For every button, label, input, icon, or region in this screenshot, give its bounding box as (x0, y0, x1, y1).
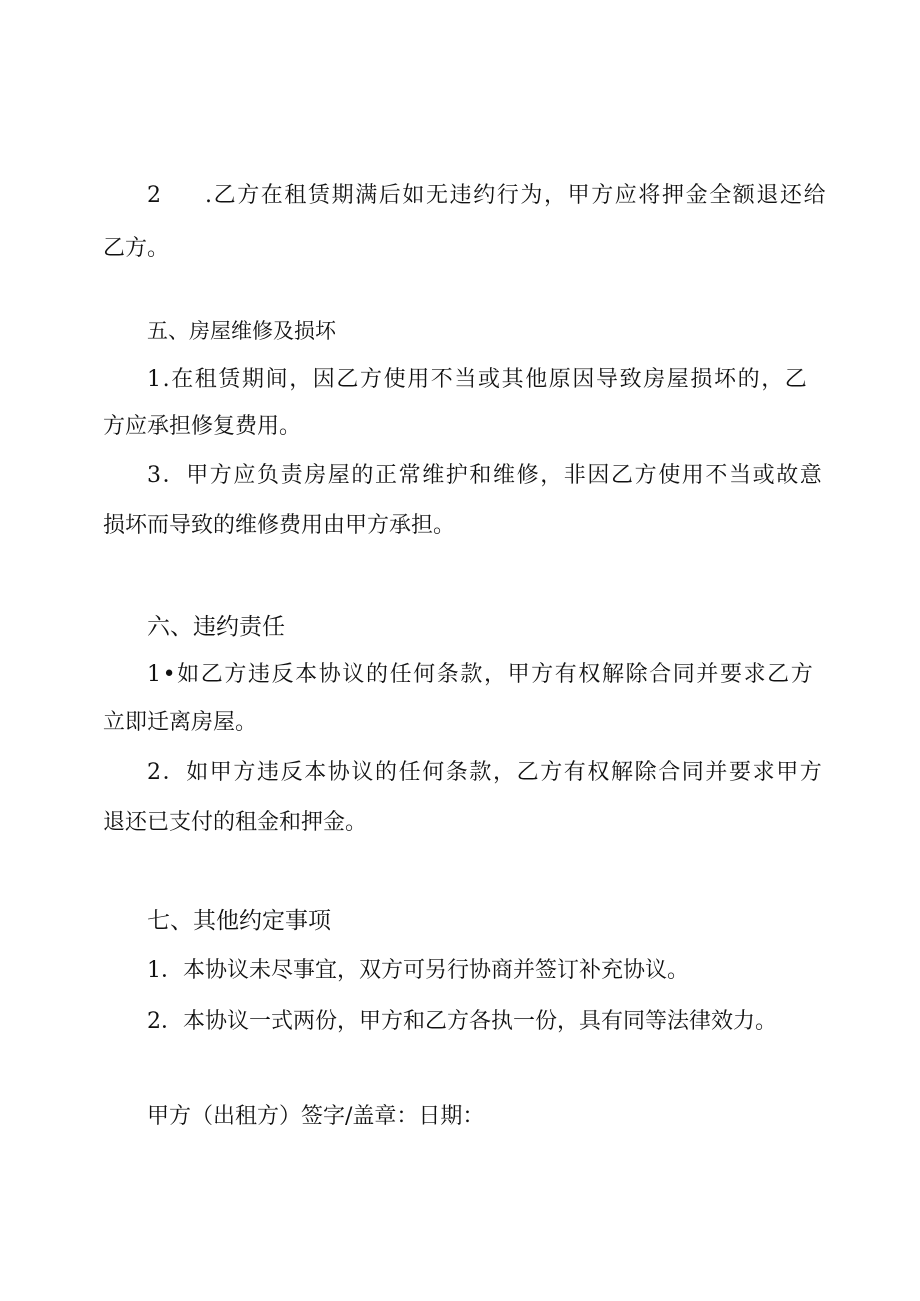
section-7-title: 七、其他约定事项 (147, 908, 331, 934)
section-5-title: 五、房屋维修及损坏 (147, 319, 336, 343)
clause-5-3-line-2: 损坏而导致的维修费用由甲方承担。 (103, 513, 456, 538)
clause-6-1-line-2: 立即迁离房屋。 (103, 710, 258, 735)
clause-4-2-line-1 (147, 181, 827, 211)
signature-party-a: 甲方（出租方）签字/盖章：日期： (147, 1104, 485, 1129)
clause-6-2-line-1: 2．如甲方违反本协议的任何条款，乙方有权解除合同并要求甲方 (147, 760, 824, 785)
clause-5-3-line-1: 3．甲方应负责房屋的正常维护和维修，非因乙方使用不当或故意 (147, 463, 824, 488)
section-6-title: 六、违约责任 (147, 614, 285, 640)
clause-5-1-line-2: 方应承担修复费用。 (103, 414, 302, 439)
clause-5-1-line-1: 1.在租赁期间，因乙方使用不当或其他原因导致房屋损坏的，乙 (147, 367, 809, 392)
clause-4-2-line-2: 乙方。 (103, 236, 170, 261)
clause-7-2: 2．本协议一式两份，甲方和乙方各执一份，具有同等法律效力。 (147, 1009, 777, 1034)
clause-6-2-line-2: 退还已支付的租金和押金。 (103, 810, 368, 835)
clause-number: 2 (147, 183, 161, 208)
clause-6-1-line-1: 1•如乙方违反本协议的任何条款，甲方有权解除合同并要求乙方 (147, 662, 815, 687)
clause-text: .乙方在租赁期满后如无违约行为，甲方应将押金全额退还给 (205, 183, 828, 208)
clause-7-1: 1．本协议未尽事宜，双方可另行协商并签订补充协议。 (147, 958, 689, 983)
